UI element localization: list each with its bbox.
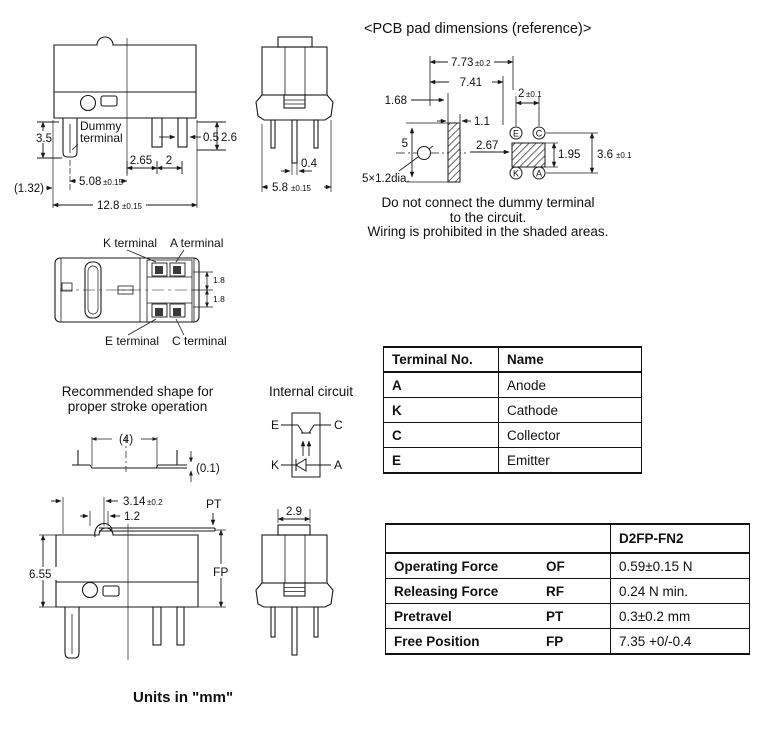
latch-detail [103,586,119,596]
spec-header-empty-1 [386,524,527,553]
dim-2-label: 2 [165,155,173,167]
spec-value: 0.24 N min. [611,579,750,604]
terminal-leg [153,607,161,645]
pad-k-label: K [512,168,520,179]
dim-3-6-tol: ±0.1 [616,151,632,160]
circuit-a-label: A [334,458,343,472]
pad-a-label: A [535,168,543,179]
dim-5-08-tol: ±0.15 [103,178,123,187]
latch-detail [284,583,305,596]
spec-param: Operating Force [394,558,499,574]
spec-value: 0.3±0.2 mm [611,604,750,629]
dim-0-1-label: (0.1) [196,463,220,475]
dim-2-tol: ±0.1 [526,90,542,99]
dim-6-55-label: 6.55 [29,569,52,581]
pcb-note-line-2: to the circuit. [449,209,527,225]
dim-5-8-tol: ±0.15 [291,184,311,193]
spec-abbr: RF [546,583,564,599]
dim-5-label: 5 [401,138,408,150]
latch-detail [284,95,305,108]
led-symbol [296,459,306,471]
terminal-no: A [384,372,499,398]
spec-model-header: D2FP-FN2 [611,524,750,553]
dim-12-8-label: 12.8 [97,200,120,212]
a-terminal-label: A terminal [170,236,224,250]
terminal-table-header-row [384,347,642,372]
plunger [278,37,312,47]
switch-body-outline [262,535,327,583]
spec-header-empty-2 [526,524,611,553]
dim-3-14-label: 3.14 [123,496,146,508]
terminal-leg [271,120,275,148]
terminal-name: Cathode [507,402,559,418]
bottom-view-drawing [55,236,227,348]
pad-e-label: E [512,128,520,139]
terminal-table [383,346,642,474]
dim-7-73-label: 7.73 [451,57,474,69]
terminal-no: C [384,423,499,448]
dim-1-1-label: 1.1 [474,116,490,128]
stroke-shape-title [30,385,245,414]
terminal-name: Collector [507,427,561,443]
pcb-note [348,196,628,240]
fp-label: FP [213,565,229,579]
phototransistor-symbol [298,425,314,433]
table-row [384,448,642,474]
dim-3-5-label: 3.5 [36,133,52,145]
dim-1-8-lower-label: 1.8 [213,294,225,304]
terminal-table-header-no: Terminal No. [384,347,499,372]
pcb-note-line-1: Do not connect the dummy terminal [381,195,595,210]
terminal-name: Anode [507,377,547,393]
terminal-name: Emitter [507,452,550,468]
dim-4-label: (4) [118,434,134,446]
prohibited-area-left [448,123,460,182]
e-terminal-label: E terminal [105,334,160,348]
table-row [386,604,750,629]
dim-0-5-label: 0.5 [203,132,219,144]
switch-base-outline [56,582,198,607]
dim-1-32-label: (1.32) [13,183,44,195]
dim-2-9-label: 2.9 [286,506,302,518]
switch-body-outline [54,37,196,92]
terminal-leg [292,607,297,655]
circuit-c-label: C [334,418,343,432]
table-row [386,629,750,655]
terminal-leg [314,607,318,637]
stroke-shape-title-line-1: Recommended shape for [61,384,214,399]
pivot-hole [83,583,98,598]
switch-body-outline [262,47,327,95]
spec-table-header-row [386,524,750,553]
terminal-leg [314,120,318,148]
dim-2-65-label: 2.65 [129,155,153,167]
spec-abbr: PT [546,608,564,624]
spec-abbr: FP [546,633,564,649]
terminal-no: K [384,398,499,423]
terminal-no: E [384,448,499,474]
pivot-hole [81,96,96,111]
spec-param: Pretravel [394,608,452,624]
prohibited-area-right [512,143,545,167]
pad-c-label: C [535,128,543,139]
spec-table [385,523,750,655]
dim-2-6-label: 2.6 [221,132,237,144]
dim-1-2-label: 1.2 [124,511,140,523]
pt-label: PT [206,497,222,511]
k-terminal-label: K terminal [103,236,158,250]
pcb-pad-dimensions [396,62,598,182]
dim-2-67-label: 2.67 [476,140,499,152]
spec-param: Releasing Force [394,583,499,599]
stroke-dimension-drawing [28,496,235,660]
spec-value: 7.35 +0/-0.4 [611,629,750,655]
dim-1-68-label: 1.68 [384,95,407,107]
circuit-k-label: K [270,458,279,472]
terminal-leg [271,607,275,637]
terminal-table-header-name: Name [507,352,544,367]
dim-5-08-label: 5.08 [79,176,102,188]
terminal-leg [178,118,187,147]
front-view-2-drawing [256,506,333,655]
spec-value: 0.59±0.15 N [611,553,750,579]
terminal-leg [292,120,297,163]
pcb-note-line-3: Wiring is prohibited in the shaded areas. [367,224,609,239]
side-view-drawing [14,37,237,212]
dim-1-95-label: 1.95 [558,149,581,161]
switch-base-outline [54,92,196,118]
stroke-shape-drawing [72,434,220,482]
terminal-leg [152,118,162,147]
dim-0-4-label: 0.4 [301,158,317,170]
terminal-leg [177,607,184,645]
table-row [384,398,642,423]
stroke-shape-dimensions [92,436,191,482]
stroke-shape-title-line-2: proper stroke operation [67,398,208,414]
front-view-drawing [256,37,333,194]
dim-12-8-tol: ±0.15 [122,202,142,211]
units-label: Units in "mm" [133,689,234,706]
latch-detail [101,96,117,106]
dim-3-6-label: 3.6 [597,149,613,161]
hole-note-label: 5×1.2dia. [362,173,410,185]
circuit-e-label: E [270,418,279,432]
dummy-terminal-label-1: Dummy [80,119,122,133]
dim-1-8-upper-label: 1.8 [213,275,225,285]
plunger [278,525,310,535]
switch-body-outline [56,528,198,582]
dummy-terminal-label-2: terminal [80,131,123,145]
internal-circuit-title: Internal circuit [268,384,354,399]
dim-7-73-tol: ±0.2 [475,59,491,68]
dim-5-8-label: 5.8 [272,182,288,194]
table-row [386,579,750,604]
table-row [386,553,750,579]
dim-2-label: 2 [518,88,525,100]
table-row [384,372,642,398]
base-flare [256,583,333,607]
pcb-section-title: <PCB pad dimensions (reference)> [364,21,592,37]
pcb-pad-drawing [362,56,632,185]
spec-abbr: OF [546,558,565,574]
dummy-pad-hole [418,147,431,160]
internal-circuit-drawing [271,413,343,477]
c-terminal-label: C terminal [172,334,227,348]
dim-3-14-tol: ±0.2 [147,498,163,507]
dim-7-41-label: 7.41 [459,77,483,89]
table-row [384,423,642,448]
spec-param: Free Position [394,633,480,649]
